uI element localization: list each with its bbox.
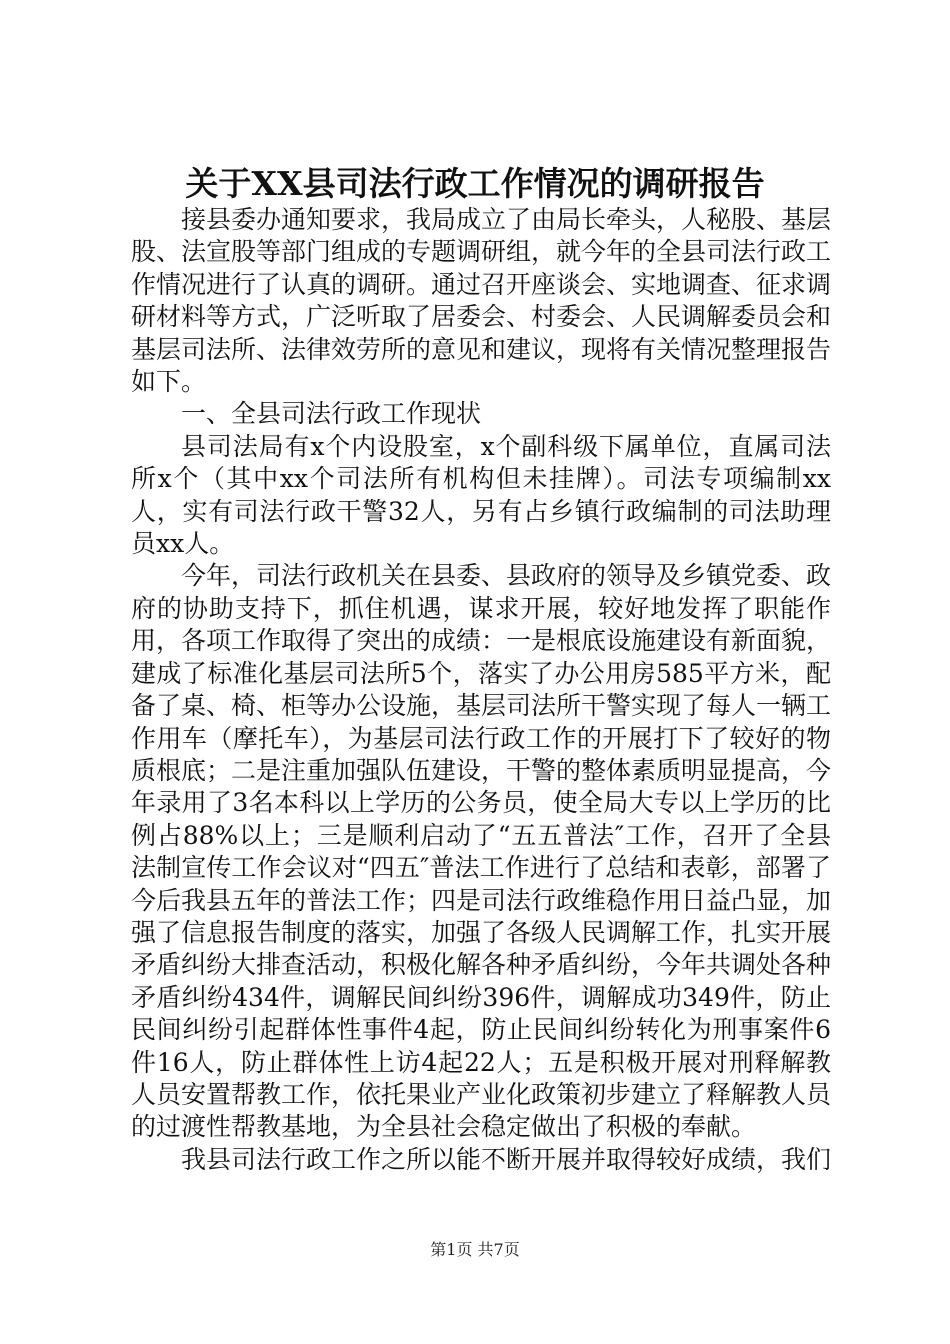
paragraph-reasons: 我县司法行政工作之所以能不断开展并取得较好成绩，我们 (181, 1144, 832, 1174)
document-body (131, 204, 831, 1176)
document-title: 关于XX县司法行政工作情况的调研报告 (185, 164, 765, 203)
paragraph-staffing: 县司法局有x个内设股室，x个副科级下属单位，直属司法所x个（其中xx个司法所有机构但未挂牌）。司法专项编制xx人，实有司法行政干警32人，另有占乡镇行政编制的司法助理员xx人。 (131, 431, 831, 559)
paragraph-intro: 接县委办通知要求，我局成立了由局长牵头，人秘股、基层股、法宣股等部门组成的专题调研组，就今年的全县司法行政工作情况进行了认真的调研。通过召开座谈会、实地调查、征求调研材料等方式，广泛听取了居委会、村委会、人民调解委员会和基层司法所、法律效劳所的意见和建议，现将有关情况整理报告如下。 (131, 205, 832, 397)
section-heading-current-status: 一、全县司法行政工作现状 (181, 399, 482, 429)
page-footer: 第1页 共7页 (430, 1240, 520, 1259)
paragraph-achievements: 今年，司法行政机关在县委、县政府的领导及乡镇党委、政府的协助支持下，抓住机遇，谋求开展，较好地发挥了职能作用，各项工作取得了突出的成绩：一是根底设施建设有新面貌，建成了标准化基层司法所5个，落实了办公用房585平方米，配备了桌、椅、柜等办公设施，基层司法所干警实现了每人一辆工作用车（摩托车），为基层司法行政工作的开展打下了较好的物质根底；二是注重加强队伍建设，干警的整体素质明显提高，今年录用了3名本科以上学历的公务员，使全局大专以上学历的比例占88%以上；三是顺利启动了“五五普法″工作，召开了全县法制宣传工作会议对“四五″普法工作进行了总结和表彰，部署了今后我县五年的普法工作；四是司法行政维稳作用日益凸显，加强了信息报告制度的落实，加强了各级人民调解工作，扎实开展矛盾纠纷大排查活动，积极化解各种矛盾纠纷，今年共调处各种矛盾纠纷434件，调解民间纠纷396件，调解成功349件，防止民间纠纷引起群体性事件4起，防止民间纠纷转化为刑事案件6件16人，防止群体性上访4起22人；五是积极开展对刑释解教人员安置帮教工作，依托果业产业化政策初步建立了释解教人员的过渡性帮教基地，为全县社会稳定做出了积极的奉献。 (131, 561, 832, 1142)
